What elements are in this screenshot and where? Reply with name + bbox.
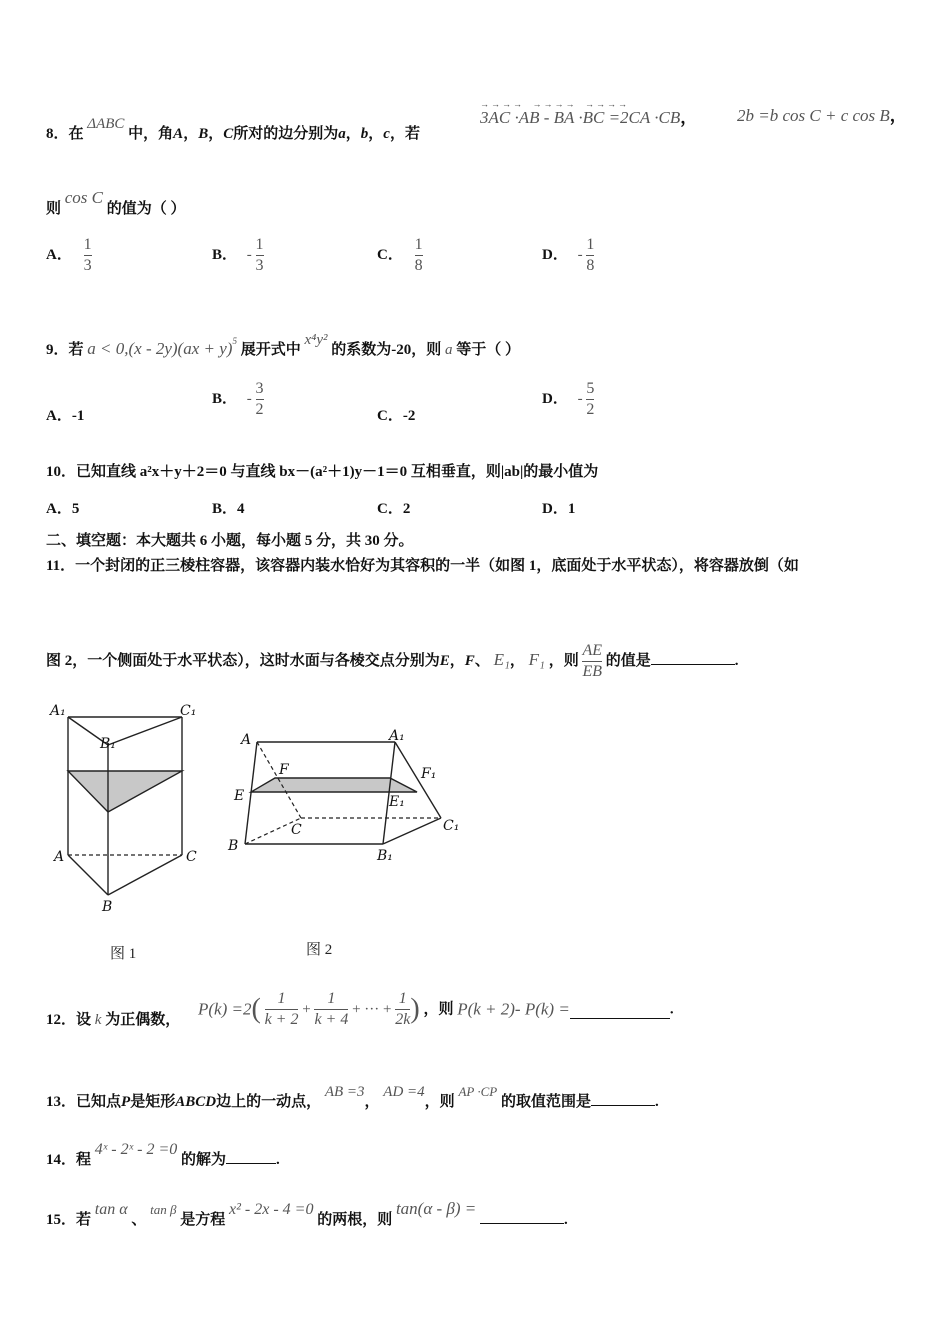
fig2-label-A1: A₁ xyxy=(389,728,405,744)
q10-option-c[interactable]: C．2 xyxy=(377,501,411,517)
q9-a: a xyxy=(445,342,453,358)
q11-frac-num: AE xyxy=(582,642,602,659)
q8-option-c[interactable] xyxy=(377,236,423,275)
q9-option-d-label: D． xyxy=(542,390,568,407)
q8-triangle: ΔABC xyxy=(87,116,125,132)
q12-f3-num: 1 xyxy=(398,990,407,1008)
q8-b-num: 1 xyxy=(255,236,264,253)
q13-text4: 的取值范围是 xyxy=(500,1094,591,1110)
q8-B: B xyxy=(198,126,209,142)
q9-text2: 的系数为-20，则 xyxy=(331,342,442,358)
q8-d-num: 1 xyxy=(586,236,595,253)
q8-option-a[interactable] xyxy=(46,236,92,275)
q12-expr: P(k + 2)- P(k) = xyxy=(457,999,570,1019)
q9-option-d-frac xyxy=(586,380,594,419)
q15-text2: 的两根，则 xyxy=(317,1212,393,1228)
q8-text2: 所对的边分别为 xyxy=(233,126,339,142)
q15-expr: tan(α - β) = xyxy=(395,1199,477,1218)
q12-P-def: P(k) =2 xyxy=(198,999,252,1019)
q9-d-den: 2 xyxy=(586,401,595,418)
fig2-water-surface xyxy=(251,778,417,792)
q11-E: E xyxy=(439,652,450,669)
q9-option-b-label: B． xyxy=(212,390,238,407)
q13-answer-blank[interactable] xyxy=(591,1105,655,1106)
q13-AD: AD =4 xyxy=(383,1084,425,1100)
q11-fraction xyxy=(582,642,602,681)
q10-option-b[interactable]: B．4 xyxy=(212,501,245,517)
q11-answer-blank[interactable] xyxy=(651,664,735,665)
q12-f1-den: k + 2 xyxy=(264,1011,299,1029)
q11-text-a: 图 2，一个侧面处于水平状态），这时水面与各棱交点分别为 xyxy=(46,652,440,669)
fig2-label-C1: C₁ xyxy=(443,818,460,834)
fig1-water-surface xyxy=(68,771,182,812)
q8-option-b[interactable] xyxy=(212,236,264,275)
q8-line2 xyxy=(46,188,186,219)
q11-F1: F₁ xyxy=(528,649,545,669)
q13-end: . xyxy=(654,1094,659,1110)
q11-F: F xyxy=(464,652,475,669)
q9-text3: 等于（ ） xyxy=(456,342,521,358)
q12-answer-blank[interactable] xyxy=(570,1000,670,1019)
q8-a: a xyxy=(338,126,346,142)
q8-b-sign: - xyxy=(246,246,252,263)
q15-line xyxy=(46,1199,568,1230)
q14-equation: 4ˣ - 2ˣ - 2 =0 xyxy=(94,1141,178,1158)
q15-tan-alpha: tan α xyxy=(94,1201,128,1218)
q14-line xyxy=(46,1140,280,1170)
q15-number: 15．若 xyxy=(46,1212,92,1228)
q8-option-b-label: B． xyxy=(212,246,238,263)
q9-b-den: 2 xyxy=(255,401,264,418)
q8-option-c-label: C． xyxy=(377,246,403,263)
q8-eq2-text: 2b =b cos C + c cos B xyxy=(737,106,890,125)
q10-option-a[interactable]: A．5 xyxy=(46,501,80,517)
q9-term: x⁴y² xyxy=(304,332,328,348)
figure-1-prism xyxy=(40,695,210,920)
q15-text1: 是方程 xyxy=(180,1212,226,1228)
q8-option-a-frac xyxy=(84,236,92,275)
q13-dot-product: AP ·CP xyxy=(458,1084,498,1099)
q12-f1-num: 1 xyxy=(277,990,286,1008)
q8-cosC: cos C xyxy=(64,188,104,207)
fig2-label-C: C xyxy=(291,822,302,838)
q9-d-num: 5 xyxy=(586,380,595,397)
q12-left-paren: ( xyxy=(251,993,261,1025)
q12-dots: + ··· + xyxy=(352,1001,392,1018)
q8-option-b-frac xyxy=(256,236,264,275)
q9-option-a-text: A．-1 xyxy=(46,408,85,424)
q12-f2-num: 1 xyxy=(327,990,336,1008)
q8-option-d[interactable] xyxy=(542,236,594,275)
q12-number: 12．设 xyxy=(46,1012,92,1028)
q14-text1: 的解为 xyxy=(181,1152,227,1168)
q9-option-b-frac xyxy=(256,380,264,419)
q8-c: c xyxy=(383,126,390,142)
q8-vector-arrows: →→→→ →→→→ →→→→ xyxy=(480,99,629,109)
section-heading: 二、填空题：本大题共 6 小题，每小题 5 分，共 30 分。 xyxy=(46,533,414,549)
fig1-label-A1: A₁ xyxy=(50,703,66,719)
q12-frac3 xyxy=(395,990,410,1029)
q8-ask: 的值为（ ） xyxy=(106,201,186,217)
q11-E1: E₁ xyxy=(493,649,510,669)
q15-end: . xyxy=(564,1212,568,1228)
q8-text: 中，角 xyxy=(128,126,174,142)
fig1-label-B: B xyxy=(102,899,113,915)
q11-line2: 图 2，一个侧面处于水平状态），这时水面与各棱交点分别为E，F、 E₁， F₁ ，则 $\frac{AE}{EB}$ 的值是 . xyxy=(46,642,739,680)
q10-line: 10．已知直线 a²x＋y＋2＝0 与直线 bx－(a²＋1)y－1＝0 互相垂直，则|ab|的最小值为 xyxy=(46,464,599,480)
fig1-label-A: A xyxy=(54,849,65,865)
q15-answer-blank[interactable] xyxy=(480,1223,564,1224)
fig2-label-B1: B₁ xyxy=(377,848,393,864)
q8-then: 则 xyxy=(46,201,62,217)
q8-line1: 8．在 ΔABC 中，角A，B，C所对的边分别为a，b，c，若 xyxy=(46,116,420,142)
q15-equation: x² - 2x - 4 =0 xyxy=(228,1201,314,1218)
q12-end: . xyxy=(669,1001,674,1018)
q12-f2-den: k + 4 xyxy=(314,1011,349,1029)
q12-right-paren: ) xyxy=(410,993,420,1025)
q13-text3: ，则 xyxy=(424,1094,455,1110)
q9-condition: a < 0,(x - 2y)(ax + y) xyxy=(87,339,233,358)
q12-line xyxy=(46,1010,180,1030)
q12-f3-den: 2k xyxy=(395,1011,411,1029)
q13-text1: 是矩形 xyxy=(130,1094,176,1110)
q8-option-c-frac xyxy=(415,236,423,275)
q12-k: k xyxy=(94,1012,102,1028)
q8-vector-equation: →→→→ →→→→ →→→→ 3AC ·AB - BA ·BC =2CA ·CB， xyxy=(480,99,698,127)
fig1-label-B1: B₁ xyxy=(100,736,116,752)
figure-2-prism xyxy=(225,720,470,870)
q9-text1: 展开式中 xyxy=(240,342,301,358)
q9-b-sign: - xyxy=(246,390,252,407)
q8-c-num: 1 xyxy=(414,236,423,253)
fig1-label-C1: C₁ xyxy=(180,703,197,719)
q15-separator: 、 xyxy=(131,1212,147,1228)
q12-text2: ，则 xyxy=(423,1001,454,1018)
fig1-caption: 图 1 xyxy=(110,946,137,962)
q9-option-d[interactable] xyxy=(542,380,594,419)
q9-option-a[interactable] xyxy=(46,404,84,425)
q9-number: 9．若 xyxy=(46,342,84,358)
q8-option-d-label: D． xyxy=(542,246,568,263)
q15-tan-beta: tan β xyxy=(150,1202,177,1217)
q13-P: P xyxy=(121,1094,131,1110)
q11-text-c: 的值是 xyxy=(605,652,651,669)
q13-text2: 边上的一动点， xyxy=(216,1094,322,1110)
q11-frac-den: EB xyxy=(582,663,602,680)
q8-eq2: 2b =b cos C + c cos B， xyxy=(737,106,907,125)
q9-d-sign: - xyxy=(577,390,583,407)
fig2-label-F: F xyxy=(279,762,289,778)
q8-a-den: 3 xyxy=(83,257,92,274)
fig2-label-B: B xyxy=(228,838,239,854)
q12-text1: 为正偶数， xyxy=(105,1012,181,1028)
q9-exponent: 5 xyxy=(232,336,237,346)
q8-number: 8．在 xyxy=(46,126,84,142)
q8-d-den: 8 xyxy=(586,257,595,274)
q9-b-num: 3 xyxy=(255,380,264,397)
q11-text-b: ，则 xyxy=(548,652,579,669)
q8-option-a-label: A． xyxy=(46,246,72,263)
q12-formula: P(k) =2( $\frac{1}{k + 2}$ + $\frac{1}{k + 4}$ + ··· + $\frac{1}{2k}$ ) ，则 P(k + 2)- P(k) = . xyxy=(198,990,674,1029)
fig2-label-E: E xyxy=(234,788,245,804)
q9-option-c[interactable] xyxy=(377,404,415,425)
q13-number: 13．已知点 xyxy=(46,1094,122,1110)
q8-option-d-frac xyxy=(586,236,594,275)
q8-vec-eq: 3AC ·AB - BA ·BC =2CA ·CB xyxy=(480,108,681,127)
q9-option-b[interactable] xyxy=(212,380,264,419)
q8-b-den: 3 xyxy=(255,257,264,274)
q14-number: 14．程 xyxy=(46,1152,92,1168)
q8-d-sign: - xyxy=(577,246,583,263)
q14-answer-blank[interactable] xyxy=(226,1163,276,1164)
q8-text3: ，若 xyxy=(389,126,420,142)
fig2-caption: 图 2 xyxy=(306,942,333,958)
q13-line: 13．已知点P是矩形ABCD边上的一动点， AB =3， AD =4，则 AP ·CP 的取值范围是 . xyxy=(46,1084,659,1110)
q12-frac2 xyxy=(314,990,348,1029)
q11-line1: 11．一个封闭的正三棱柱容器，该容器内装水恰好为其容积的一半（如图 1，底面处于水平状态），将容器放倒（如 xyxy=(46,558,799,574)
q14-end: . xyxy=(276,1152,280,1168)
q8-c-den: 8 xyxy=(414,257,423,274)
q8-b: b xyxy=(360,126,369,142)
fig2-label-A: A xyxy=(241,732,252,748)
fig2-label-F1: F₁ xyxy=(421,766,437,782)
q8-C: C xyxy=(223,126,234,142)
q9-line xyxy=(46,330,520,360)
q8-A: A xyxy=(173,126,184,142)
q8-a-num: 1 xyxy=(83,236,92,253)
fig1-label-C: C xyxy=(186,849,197,865)
q9-option-c-text: C．-2 xyxy=(377,408,416,424)
q10-option-d[interactable]: D．1 xyxy=(542,501,576,517)
q13-ABCD: ABCD xyxy=(175,1094,217,1110)
q11-end: . xyxy=(734,652,739,669)
fig2-label-E1: E₁ xyxy=(389,794,405,810)
q13-AB: AB =3 xyxy=(324,1084,365,1100)
q12-frac1 xyxy=(265,990,299,1029)
